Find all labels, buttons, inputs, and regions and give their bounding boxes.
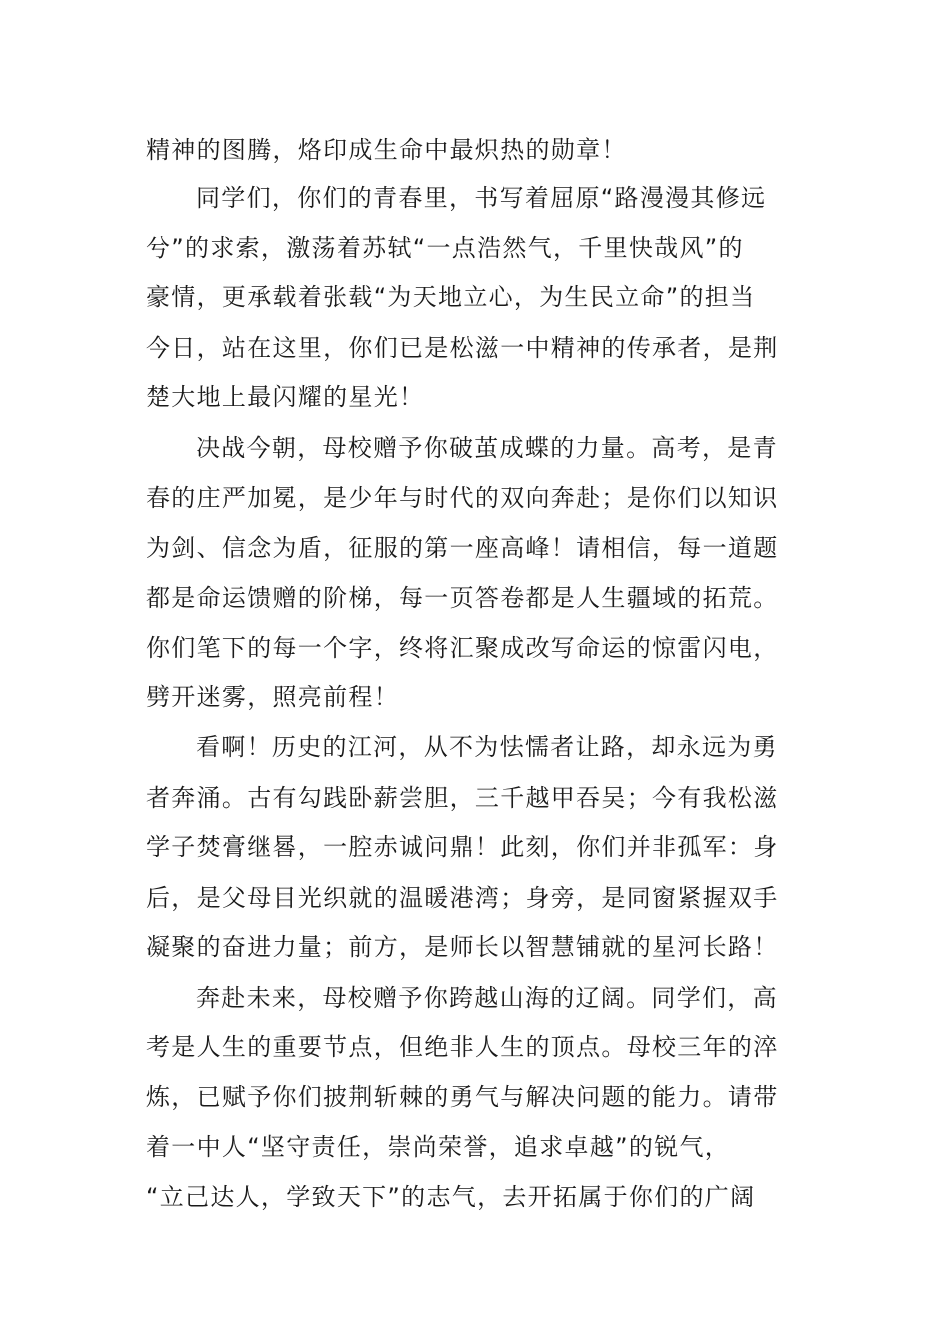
text-line: 都是命运馈赠的阶梯，每一页答卷都是人生疆域的拓荒。 [146, 584, 779, 612]
paragraph-first-line: 决战今朝，母校赠予你破茧成蝶的力量。高考，是青 [196, 434, 778, 462]
text-line: 凝聚的奋进力量；前方，是师长以智慧铺就的星河长路！ [146, 933, 779, 961]
text-line: 考是人生的重要节点，但绝非人生的顶点。母校三年的淬 [146, 1033, 779, 1061]
text-line: 楚大地上最闪耀的星光！ [146, 383, 425, 411]
text-line: “立己达人，学致天下”的志气，去开拓属于你们的广阔 [146, 1183, 756, 1211]
text-line: 你们笔下的每一个字，终将汇聚成改写命运的惊雷闪电， [146, 634, 779, 662]
paragraph-first-line: 同学们，你们的青春里，书写着屈原“路漫漫其修远 [196, 184, 767, 212]
text-line: 着一中人“坚守责任，崇尚荣誉，追求卓越”的锐气， [146, 1133, 731, 1161]
text-line: 劈开迷雾，照亮前程！ [146, 683, 399, 711]
text-line: 学子焚膏继晷，一腔赤诚问鼎！此刻，你们并非孤军：身 [146, 833, 779, 861]
text-line: 为剑、信念为盾，征服的第一座高峰！请相信，每一道题 [146, 534, 779, 562]
text-line: 炼，已赋予你们披荆斩棘的勇气与解决问题的能力。请带 [146, 1083, 779, 1111]
paragraph-first-line: 看啊！历史的江河，从不为怯懦者让路，却永远为勇 [196, 733, 778, 761]
text-line: 今日，站在这里，你们已是松滋一中精神的传承者，是荆 [146, 334, 779, 362]
text-line: 者奔涌。古有勾践卧薪尝胆，三千越甲吞吴；今有我松滋 [146, 784, 779, 812]
text-line: 豪情，更承载着张载“为天地立心，为生民立命”的担当 [146, 283, 756, 311]
text-line: 后，是父母目光织就的温暖港湾；身旁，是同窗紧握双手 [146, 884, 779, 912]
text-line: 春的庄严加冕，是少年与时代的双向奔赴；是你们以知识 [146, 484, 779, 512]
paragraph-first-line: 奔赴未来，母校赠予你跨越山海的辽阔。同学们，高 [196, 984, 778, 1012]
text-line: 兮”的求索，激荡着苏轼“一点浩然气，千里快哉风”的 [146, 234, 744, 262]
text-line: 精神的图腾，烙印成生命中最炽热的勋章！ [146, 136, 627, 164]
